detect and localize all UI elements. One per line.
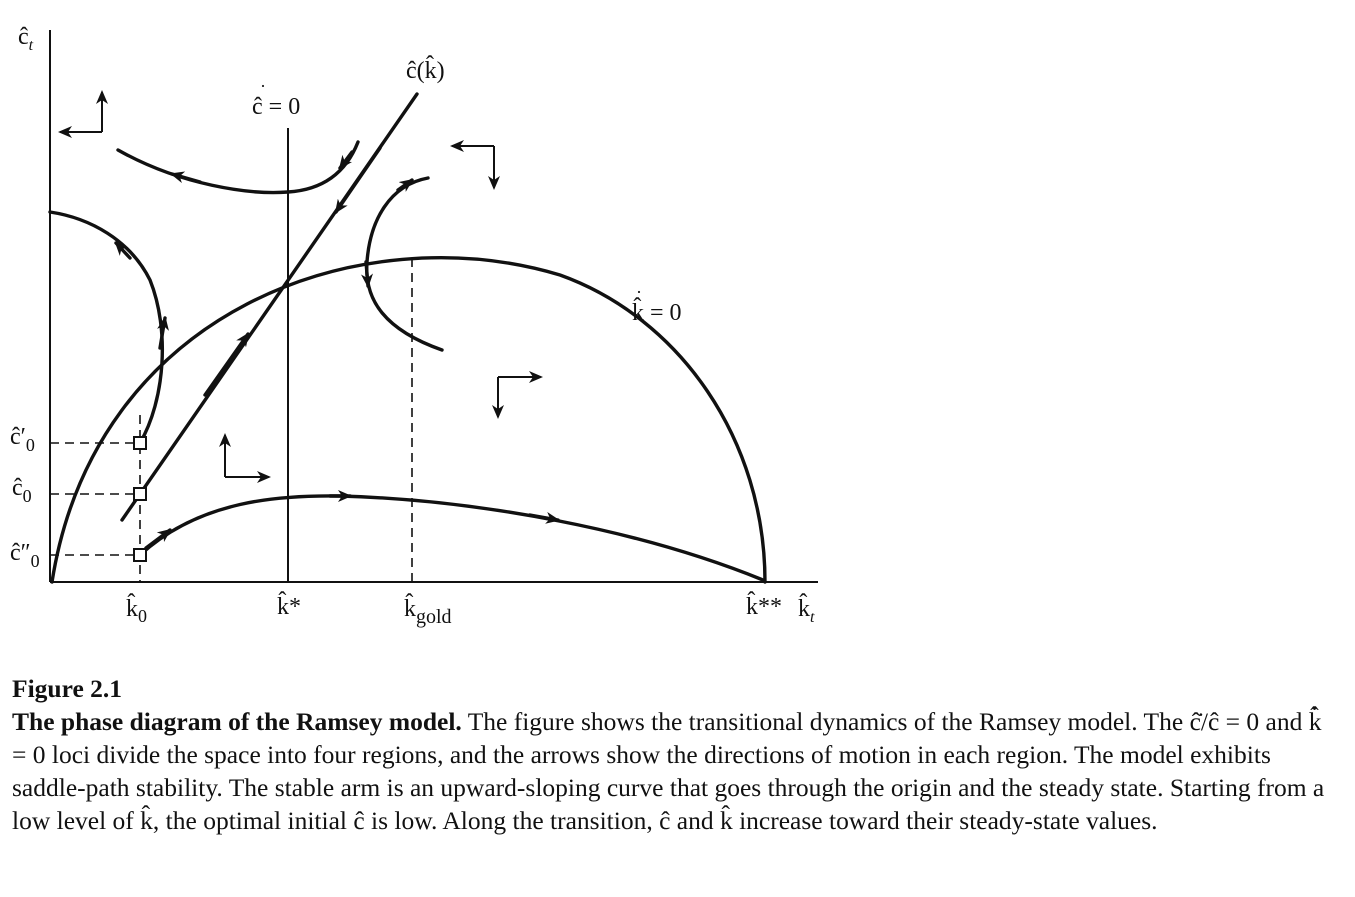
x-tick-k-star: k̂* — [277, 594, 301, 620]
caption-title: The phase diagram of the Ramsey model. — [12, 707, 462, 736]
caption-body: The figure shows the transitional dynamics of the Ramsey model. The ĉ̇/ĉ = 0 and k̂̇ = 0 loci divide the space into four regions, and the arrows show the directions of motion in each region. The model exhibits saddle-path stability. The stable arm is an upward-sloping curve that goes through the origin and the steady state. Starting from a low level of k̂, the optimal initial ĉ is low. Along the transition, ĉ and k̂ increase toward their steady-state values. — [12, 707, 1325, 835]
y-tick-c0-dprime: $ĉ''_0$ — [10, 540, 40, 571]
figure-number: Figure 2.1 — [12, 674, 123, 703]
k-dot-zero-label: k̂ = 0 — [632, 300, 682, 326]
x-axis-label: $k̂_t$ — [798, 596, 815, 626]
initial-point-c0 — [134, 488, 146, 500]
initial-point-c0-dprime — [134, 549, 146, 561]
figure-caption — [12, 672, 1332, 837]
direction-arrows-top-left — [60, 92, 102, 132]
trajectory-top-left — [118, 142, 358, 193]
trajectory-upper-left — [50, 212, 162, 443]
stable-arm-arrow-lower — [205, 334, 248, 395]
stable-arm-label: ĉ(k̂) — [406, 58, 445, 84]
y-tick-c0-prime: $ĉ'_0$ — [10, 424, 35, 455]
c-dot-zero-label-dot: · — [260, 76, 266, 96]
trajectory-upper-right-arrow-b — [366, 262, 368, 286]
trajectory-bottom — [140, 496, 763, 580]
c-dot-zero-label: ĉ = 0 — [252, 94, 301, 120]
trajectory-upper-right — [367, 178, 442, 350]
direction-arrows-bottom-right — [498, 377, 541, 417]
x-tick-k0: $k̂_0$ — [126, 596, 147, 626]
initial-point-c0-prime — [134, 437, 146, 449]
x-tick-k-gold: $k̂_{gold}$ — [404, 596, 452, 628]
x-tick-k-double-star: k̂** — [746, 594, 782, 620]
y-tick-c0: $ĉ_0$ — [12, 475, 32, 506]
k-dot-zero-label-dot: · — [636, 282, 642, 302]
y-axis-label: $ĉ_t$ — [18, 24, 34, 54]
trajectory-top-left-arrow-a — [172, 174, 200, 182]
stable-arm-arrow-upper — [336, 148, 380, 212]
direction-arrows-bottom-left — [225, 435, 269, 477]
trajectory-bottom-arrow-a — [146, 530, 170, 548]
direction-arrows-top-right — [452, 146, 494, 188]
